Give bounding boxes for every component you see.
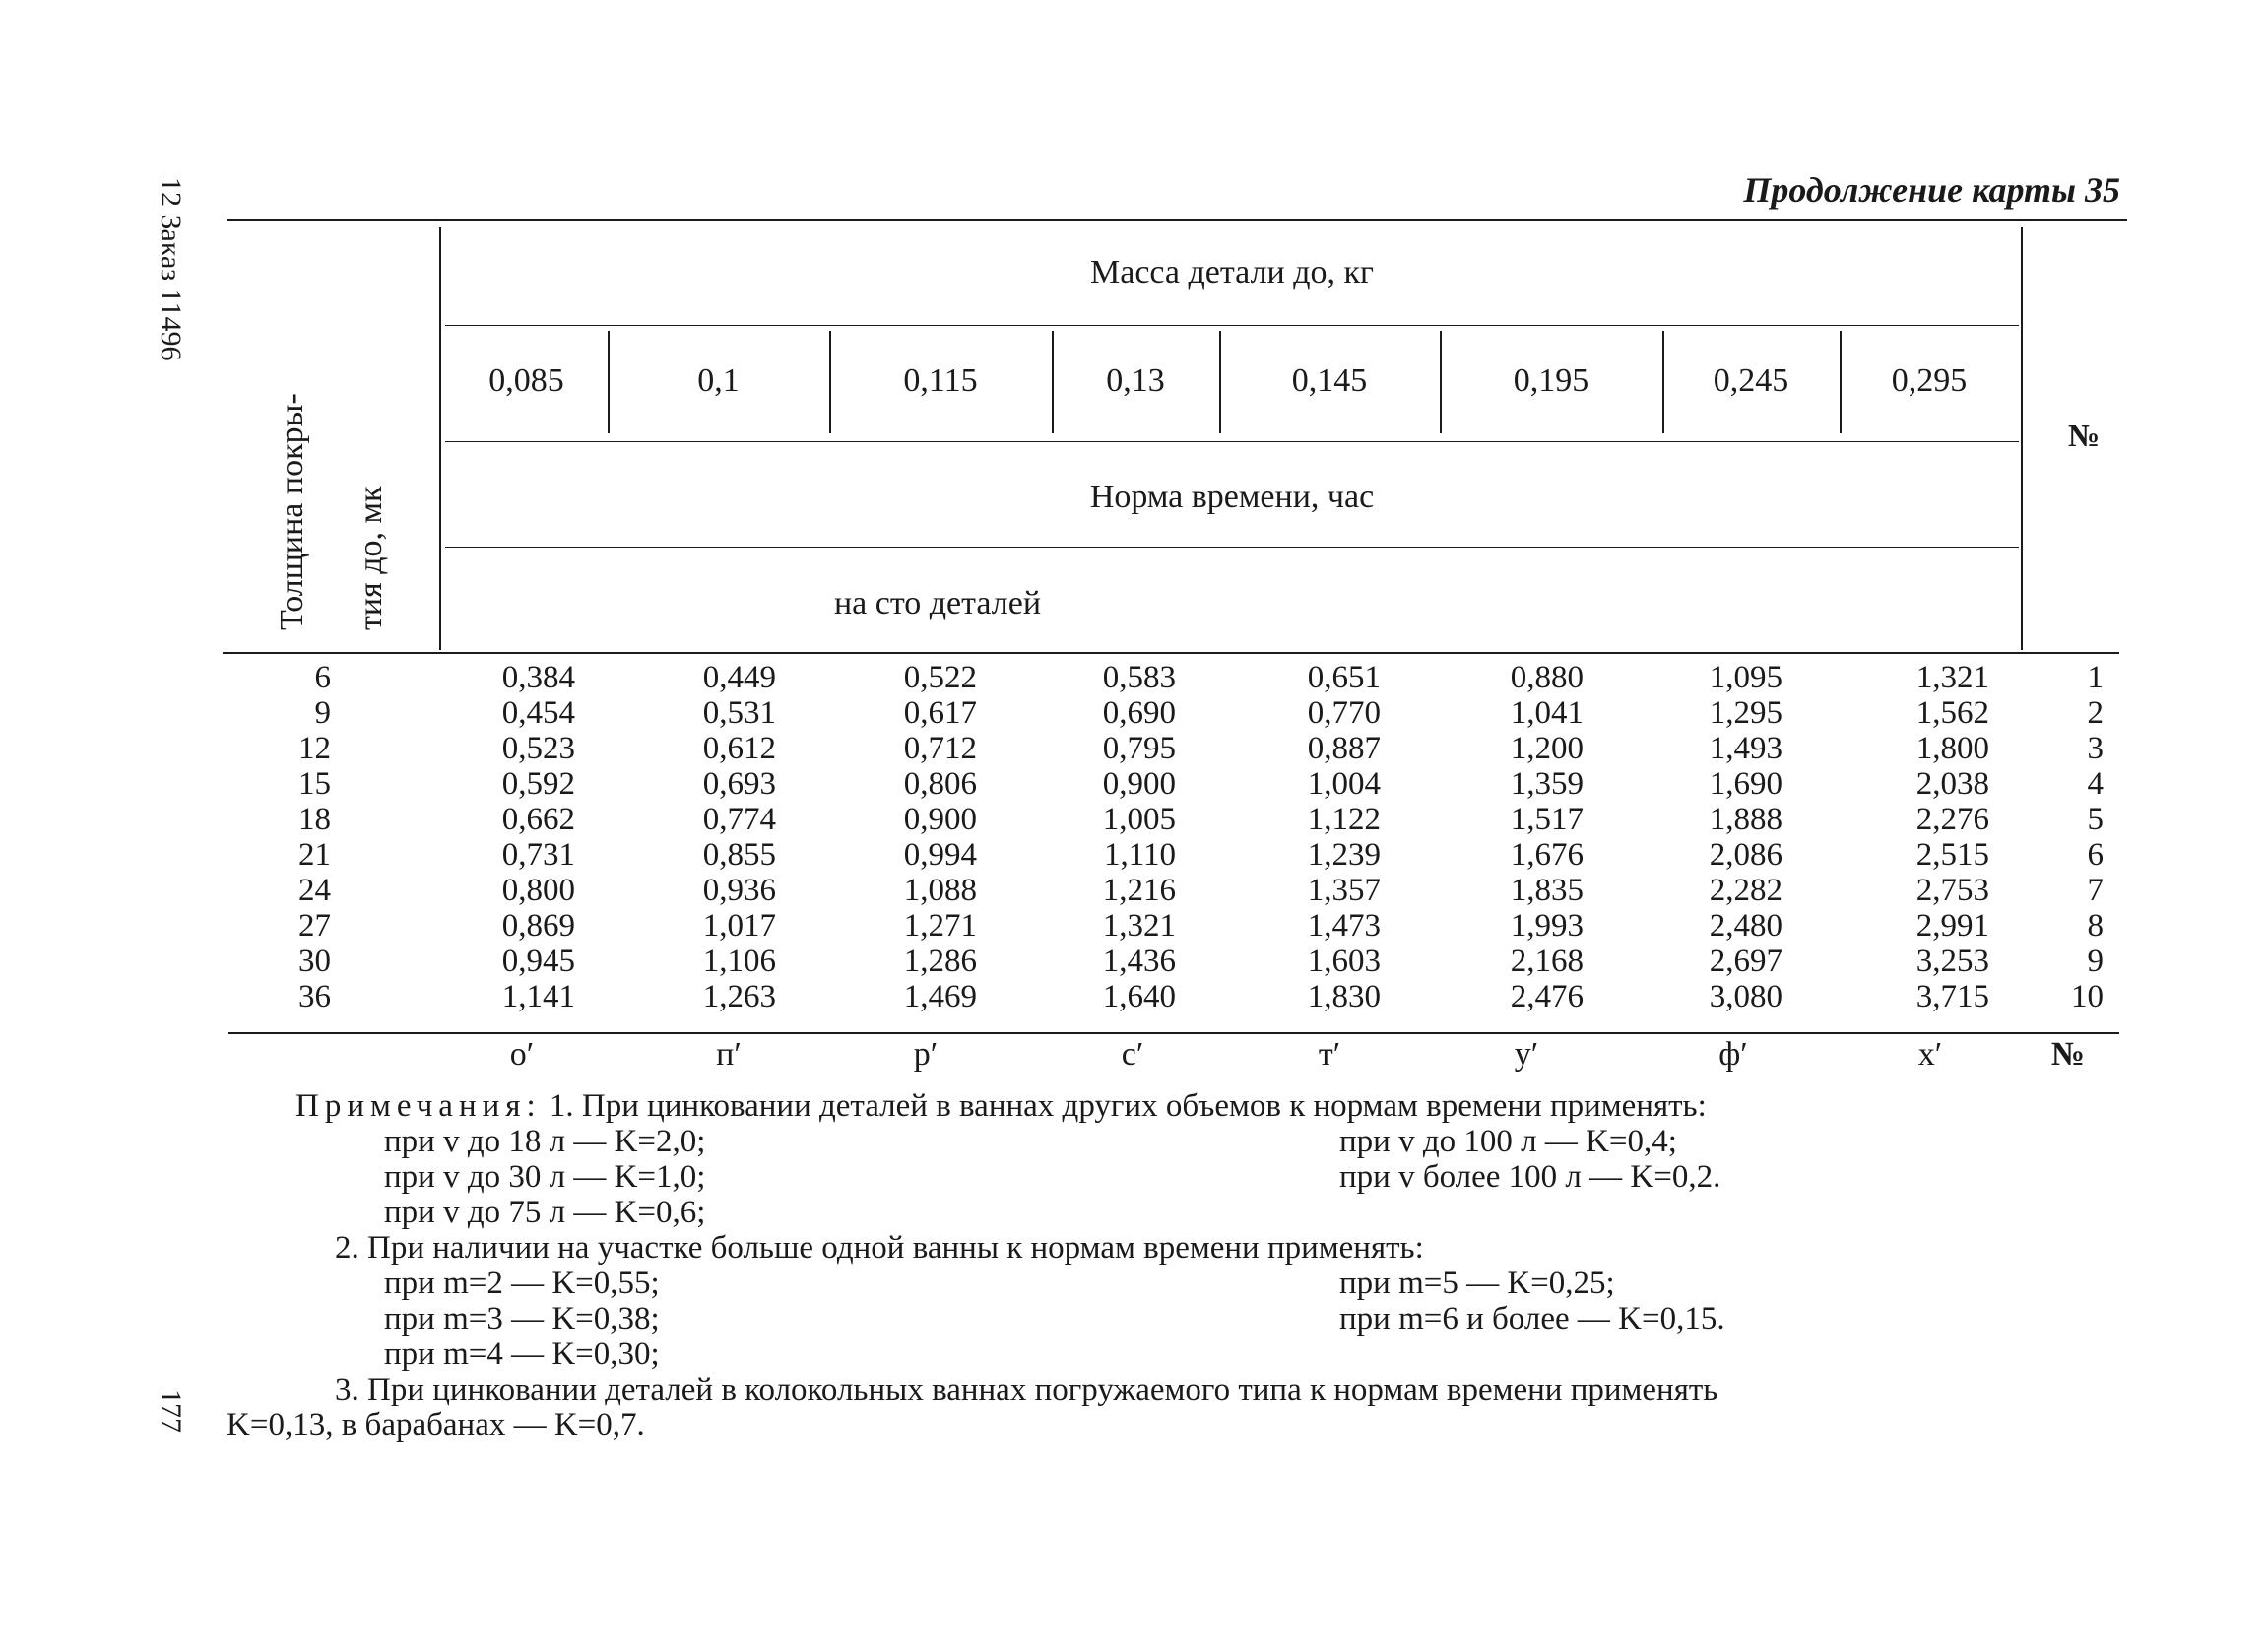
value-cell: 0,936: [702, 873, 776, 908]
value-cell: 1,835: [1510, 873, 1584, 908]
value-cell: 1,271: [903, 908, 977, 944]
value-cell: 0,731: [501, 837, 575, 873]
value-cell: 1,690: [1709, 766, 1782, 802]
value-cell: 2,276: [1915, 802, 1989, 837]
row-number-cell: 4: [2087, 766, 2104, 802]
note-2-item: при m=4 — K=0,30;: [384, 1336, 660, 1372]
row-number-cell: 5: [2087, 802, 2104, 837]
value-cell: 1,095: [1709, 660, 1782, 695]
value-column-p: [630, 660, 776, 1014]
row-number-cell: 10: [2071, 979, 2104, 1014]
per-hundred-title: на сто деталей: [833, 585, 1042, 621]
value-cell: 1,106: [702, 944, 776, 979]
notes-label: Примечания:: [295, 1088, 542, 1124]
value-cell: 0,887: [1307, 731, 1381, 766]
value-cell: 2,515: [1915, 837, 1989, 873]
mass-value: 0,1: [697, 362, 740, 399]
header-bottom-rule: [223, 652, 2119, 654]
value-cell: 2,991: [1915, 908, 1989, 944]
value-column-r: [829, 660, 977, 1014]
value-column-h: [1842, 660, 1989, 1014]
thickness-cell: 9: [314, 695, 331, 731]
value-cell: 0,583: [1102, 660, 1176, 695]
page-number: 177: [155, 1389, 187, 1433]
mass-value: 0,085: [488, 362, 564, 399]
value-cell: 0,945: [501, 944, 575, 979]
value-cell: 0,690: [1102, 695, 1176, 731]
note-3-continuation: K=0,13, в барабанах — K=0,7.: [227, 1407, 645, 1443]
value-cell: 0,651: [1307, 660, 1381, 695]
value-cell: 1,493: [1709, 731, 1782, 766]
value-cell: 1,263: [702, 979, 776, 1014]
thickness-cell: 18: [298, 802, 331, 837]
value-cell: 2,168: [1510, 944, 1584, 979]
mass-value: 0,13: [1106, 362, 1165, 399]
thickness-cell: 15: [298, 766, 331, 802]
value-column-u: [1434, 660, 1584, 1014]
value-cell: 2,697: [1709, 944, 1782, 979]
mass-value: 0,245: [1713, 362, 1789, 399]
row-number-cell: 9: [2087, 944, 2104, 979]
row-number-column: [2029, 660, 2104, 1014]
value-cell: 1,122: [1307, 802, 1381, 837]
column-code-label: ф′: [1718, 1036, 1748, 1073]
value-cell: 2,038: [1915, 766, 1989, 802]
mass-values-rule: [445, 441, 2019, 442]
mass-value: 0,295: [1891, 362, 1968, 399]
value-cell: 0,994: [903, 837, 977, 873]
note-3-text: 3. При цинковании деталей в колокольных ваннах погружаемого типа к нормам времени применять: [335, 1372, 1718, 1407]
value-cell: 1,321: [1102, 908, 1176, 944]
value-cell: 1,005: [1102, 802, 1176, 837]
value-cell: 0,592: [501, 766, 575, 802]
value-cell: 1,110: [1103, 837, 1176, 873]
column-code-label: х′: [1917, 1036, 1943, 1073]
column-code-label: о′: [509, 1036, 535, 1073]
value-cell: 2,476: [1510, 979, 1584, 1014]
note-1-item: при v до 30 л — K=1,0;: [384, 1159, 706, 1195]
value-cell: 1,640: [1102, 979, 1176, 1014]
value-cell: 1,004: [1307, 766, 1381, 802]
note-2-item: при m=2 — K=0,55;: [384, 1266, 660, 1301]
row-number-cell: 6: [2087, 837, 2104, 873]
value-cell: 3,080: [1709, 979, 1782, 1014]
value-cell: 1,359: [1510, 766, 1584, 802]
thickness-cell: 6: [314, 660, 331, 695]
value-cell: 2,282: [1709, 873, 1782, 908]
value-cell: 3,715: [1915, 979, 1989, 1014]
value-cell: 0,522: [903, 660, 977, 695]
mass-value: 0,195: [1513, 362, 1589, 399]
column-code-label: р′: [913, 1036, 939, 1073]
value-cell: 0,449: [702, 660, 776, 695]
value-cell: 1,436: [1102, 944, 1176, 979]
table-top-rule: [227, 219, 2127, 221]
value-cell: 1,088: [903, 873, 977, 908]
value-cell: 0,770: [1307, 695, 1381, 731]
mass-title: Масса детали до, кг: [1090, 254, 1374, 291]
note-1-item: при v более 100 л — K=0,2.: [1339, 1159, 1721, 1195]
value-column-f: [1635, 660, 1782, 1014]
norm-title: Норма времени, час: [1089, 479, 1375, 515]
value-cell: 0,855: [702, 837, 776, 873]
mass-value: 0,115: [903, 362, 978, 399]
value-cell: 0,880: [1510, 660, 1584, 695]
value-cell: 1,469: [903, 979, 977, 1014]
row-number-cell: 7: [2087, 873, 2104, 908]
value-cell: 1,800: [1915, 731, 1989, 766]
note-2-item: при m=6 и более — K=0,15.: [1339, 1301, 1725, 1336]
mass-value: 0,145: [1291, 362, 1368, 399]
mass-title-rule: [445, 325, 2019, 326]
column-code-label: т′: [1318, 1036, 1341, 1073]
row-number-cell: 8: [2087, 908, 2104, 944]
row-number-cell: 2: [2087, 695, 2104, 731]
value-cell: 1,286: [903, 944, 977, 979]
note-2-item: при m=5 — K=0,25;: [1339, 1266, 1615, 1301]
value-cell: 0,869: [501, 908, 575, 944]
value-cell: 0,662: [501, 802, 575, 837]
row-number-cell: 1: [2087, 660, 2104, 695]
value-cell: 0,693: [702, 766, 776, 802]
note-1-text: 1. При цинковании деталей в ваннах других объемов к нормам времени применять:: [549, 1088, 1707, 1124]
value-cell: 2,086: [1709, 837, 1782, 873]
thickness-cell: 12: [298, 731, 331, 766]
value-cell: 1,603: [1307, 944, 1381, 979]
note-1-line: [295, 1088, 1707, 1124]
thickness-cell: 27: [298, 908, 331, 944]
value-cell: 0,795: [1102, 731, 1176, 766]
note-2-item: при m=3 — K=0,38;: [384, 1301, 660, 1336]
value-cell: 0,384: [501, 660, 575, 695]
margin-order-note: 12 Заказ 11496: [155, 177, 187, 361]
value-cell: 1,239: [1307, 837, 1381, 873]
thickness-cell: 21: [298, 837, 331, 873]
row-number-header: №: [2068, 418, 2101, 453]
table-right-rule: [2021, 227, 2023, 650]
value-cell: 3,253: [1915, 944, 1989, 979]
thickness-column: [236, 660, 331, 1014]
column-code-label: №: [2050, 1036, 2086, 1073]
value-column-t: [1231, 660, 1381, 1014]
value-cell: 0,774: [702, 802, 776, 837]
value-cell: 0,454: [501, 695, 575, 731]
note-1-item: при v до 75 л — K=0,6;: [384, 1195, 706, 1230]
body-bottom-rule: [228, 1032, 2119, 1034]
note-2-text: 2. При наличии на участке больше одной ванны к нормам времени применять:: [335, 1230, 1424, 1266]
value-cell: 1,676: [1510, 837, 1584, 873]
value-cell: 0,531: [702, 695, 776, 731]
thickness-cell: 30: [298, 944, 331, 979]
value-cell: 1,357: [1307, 873, 1381, 908]
page-header-title: Продолжение карты 35: [1743, 170, 2120, 210]
value-cell: 1,321: [1915, 660, 1989, 695]
value-cell: 1,888: [1709, 802, 1782, 837]
value-cell: 1,562: [1915, 695, 1989, 731]
value-cell: 1,200: [1510, 731, 1584, 766]
value-cell: 1,041: [1510, 695, 1584, 731]
value-cell: 0,712: [903, 731, 977, 766]
value-cell: 0,900: [1102, 766, 1176, 802]
thickness-cell: 24: [298, 873, 331, 908]
value-cell: 0,806: [903, 766, 977, 802]
norm-title-rule: [445, 547, 2019, 548]
value-cell: 1,295: [1709, 695, 1782, 731]
column-code-label: п′: [716, 1036, 742, 1073]
row-number-cell: 3: [2087, 731, 2104, 766]
note-1-item: при v до 100 л — K=0,4;: [1339, 1124, 1677, 1159]
value-cell: 2,480: [1709, 908, 1782, 944]
thickness-header-line1: Толщина покры-: [274, 393, 310, 630]
thickness-cell: 36: [298, 979, 331, 1014]
value-cell: 0,612: [702, 731, 776, 766]
value-cell: 1,993: [1510, 908, 1584, 944]
column-code-label: с′: [1121, 1036, 1144, 1073]
value-cell: 1,216: [1102, 873, 1176, 908]
value-cell: 1,830: [1307, 979, 1381, 1014]
note-1-item: при v до 18 л — K=2,0;: [384, 1124, 706, 1159]
value-cell: 1,017: [702, 908, 776, 944]
value-cell: 0,800: [501, 873, 575, 908]
table-left-rule: [439, 227, 441, 650]
value-cell: 1,473: [1307, 908, 1381, 944]
value-cell: 0,900: [903, 802, 977, 837]
value-cell: 1,141: [501, 979, 575, 1014]
value-cell: 2,753: [1915, 873, 1989, 908]
column-code-label: у′: [1514, 1036, 1539, 1073]
value-cell: 0,617: [903, 695, 977, 731]
value-cell: 0,523: [501, 731, 575, 766]
value-cell: 1,517: [1510, 802, 1584, 837]
thickness-header-line2: тия до, мк: [353, 486, 389, 630]
value-column-s: [1028, 660, 1176, 1014]
value-column-o: [433, 660, 575, 1014]
